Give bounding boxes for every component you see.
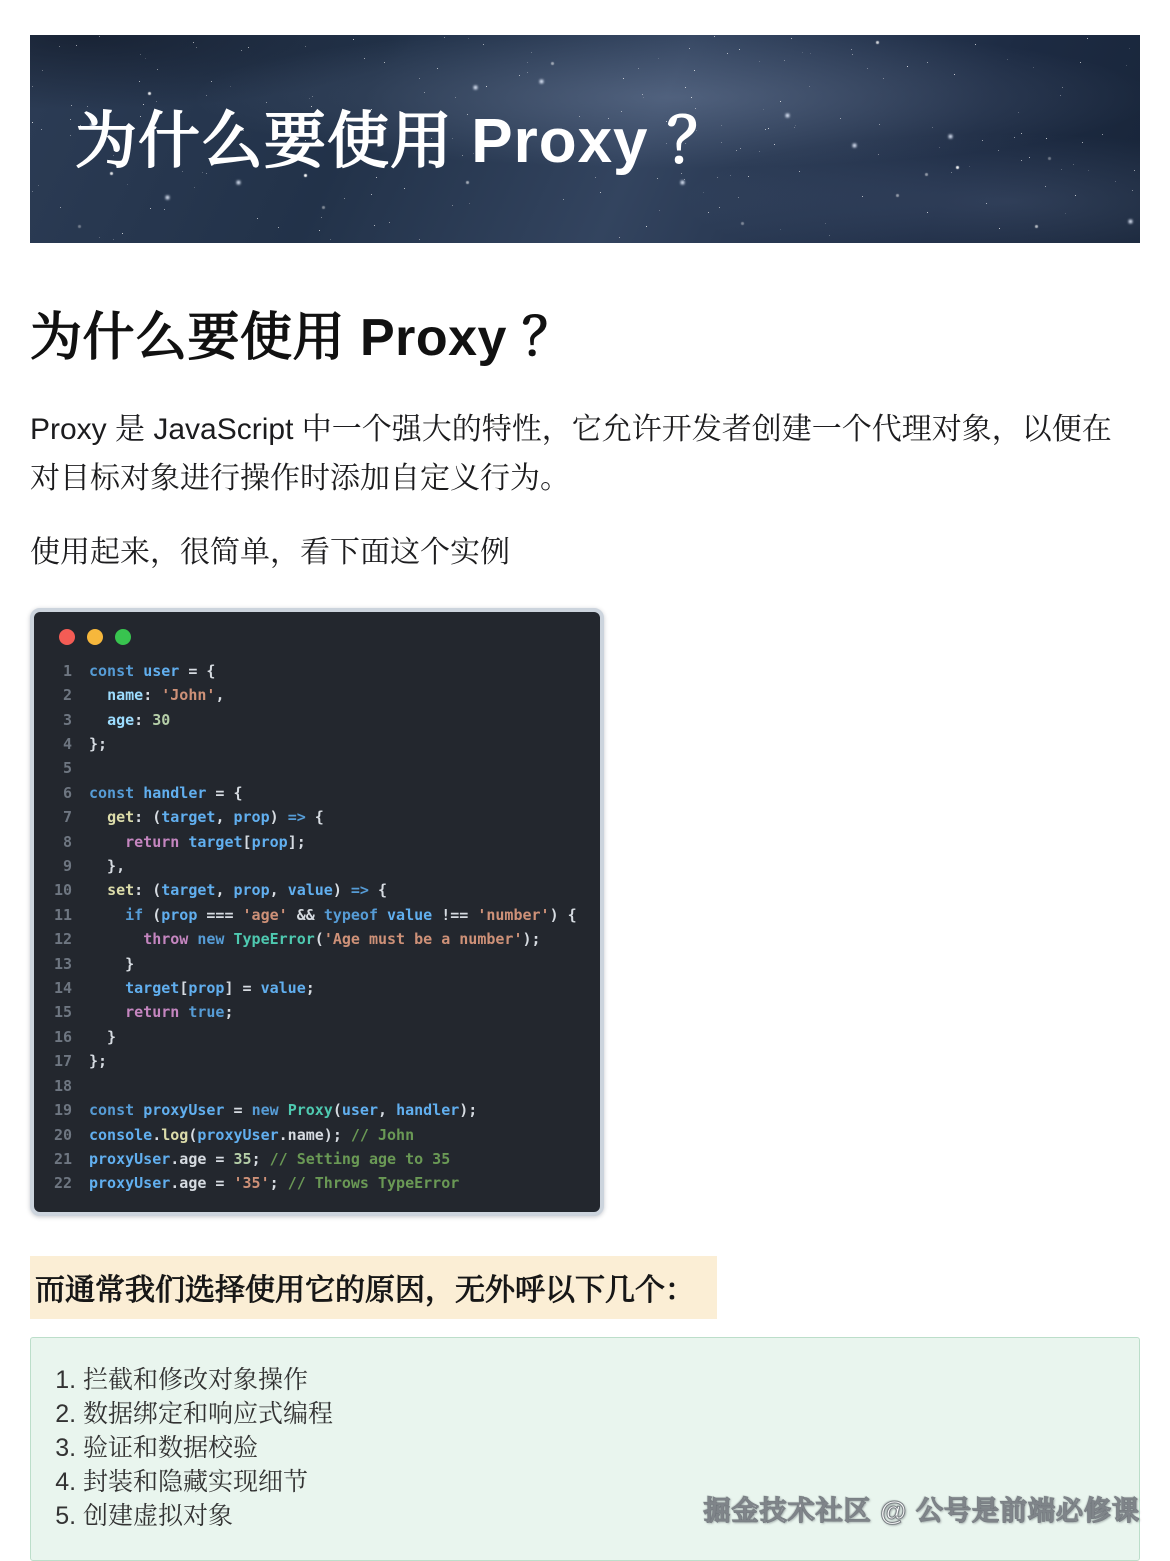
code-line: 17 }; — [53, 1052, 108, 1071]
list-item: 4. 封装和隐藏实现细节 — [83, 1465, 1119, 1499]
code-line: 18 — [53, 1076, 72, 1095]
code-line: 4 }; — [62, 735, 108, 753]
code-line: 14 target[prop] = value; — [53, 979, 315, 998]
list-item: 2. 数据绑定和响应式编程 — [83, 1397, 1119, 1431]
code-line: 13 } — [53, 954, 135, 973]
intro-paragraph: Proxy 是 JavaScript 中一个强大的特性，它允许开发者创建一个代理对象，以便在对目标对象进行操作时添加自定义行为。 — [30, 413, 1112, 495]
code-line: 1 const user = { — [62, 661, 216, 680]
code-editor-window — [30, 608, 604, 1216]
code-line: 11 if (prop === 'age' && typeof value !== 'number') { — [53, 905, 577, 924]
code-line: 7 get: (target, prop) => { — [62, 808, 324, 827]
lead-in-paragraph: 使用起来，很简单，看下面这个实例 — [30, 536, 510, 570]
watermark-text: 掘金技术社区 @ 公号是前端必修课 — [703, 1496, 1140, 1526]
code-line: 20 console.log(proxyUser.name); // John — [53, 1125, 415, 1144]
code-line: 16 } — [53, 1027, 117, 1046]
window-traffic-lights — [34, 612, 600, 653]
page-title: 为什么要使用 Proxy ？ — [30, 309, 575, 367]
yellow-light-icon — [87, 629, 103, 645]
code-line: 22 proxyUser.age = '35'; // Throws TypeError — [53, 1174, 460, 1193]
code-line: 3 age: 30 — [62, 710, 171, 729]
code-lines — [34, 653, 600, 1212]
code-line: 12 throw new TypeError('Age must be a number'); — [53, 930, 541, 949]
highlight-row — [30, 1216, 1140, 1319]
list-item: 5. 创建虚拟对象 — [83, 1499, 1119, 1533]
code-line: 6 const handler = { — [62, 783, 243, 802]
hero-banner — [30, 35, 1140, 243]
star-field-decoration — [31, 36, 32, 37]
code-line: 2 name: 'John', — [62, 686, 225, 705]
banner-title: 为什么要使用 Proxy ？ — [75, 106, 730, 176]
code-line: 15 return true; — [53, 1003, 234, 1022]
code-line: 19 const proxyUser = new Proxy(user, handler); — [53, 1101, 478, 1120]
code-line: 21 proxyUser.age = 35; // Setting age to 35 — [53, 1149, 451, 1168]
red-light-icon — [59, 629, 75, 645]
code-line: 9 }, — [62, 857, 126, 876]
code-line: 8 return target[prop]; — [62, 832, 306, 851]
list-item: 1. 拦截和修改对象操作 — [83, 1363, 1119, 1397]
highlighted-statement: 而通常我们选择使用它的原因，无外呼以下几个： — [30, 1256, 717, 1319]
code-line: 10 set: (target, prop, value) => { — [53, 881, 388, 900]
list-item: 3. 验证和数据校验 — [83, 1431, 1119, 1465]
green-light-icon — [115, 629, 131, 645]
code-line: 5 — [62, 759, 72, 778]
